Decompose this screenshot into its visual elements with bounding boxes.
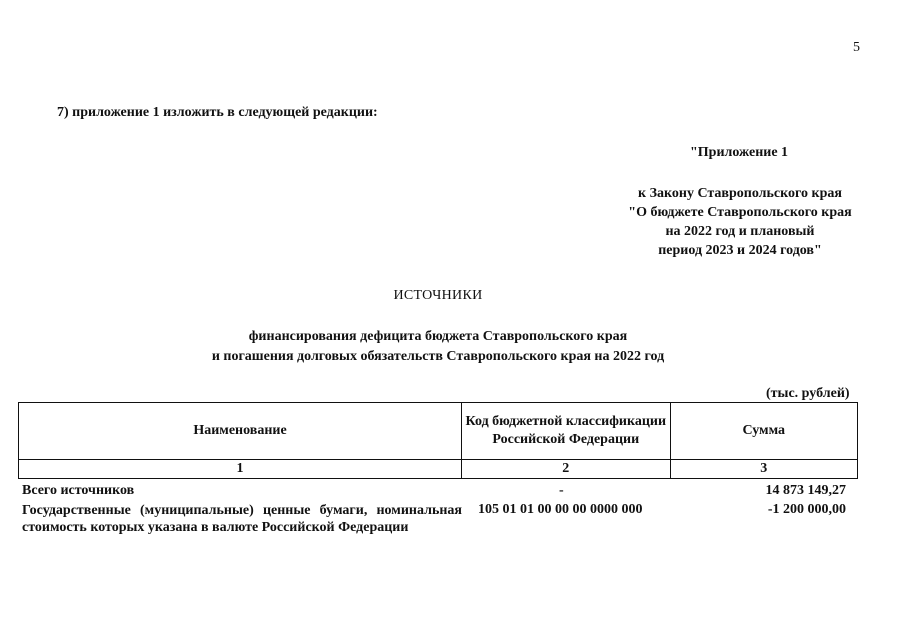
amendment-instruction: 7) приложение 1 изложить в следующей редакции: [57,105,378,120]
row-total-sum: 14 873 149,27 [765,483,846,498]
document-subtitle [0,327,876,367]
table-header [18,402,858,479]
page-number: 5 [853,40,860,55]
annex-law-reference [615,184,865,260]
table-header-row [19,403,858,460]
subtitle-line: и погашения долговых обязательств Ставропольского края на 2022 год [211,349,665,364]
column-number: 1 [19,460,462,479]
column-number-row [19,460,858,479]
row-total-code: - [559,483,564,498]
document-title: ИСТОЧНИКИ [393,288,483,303]
row-securities-code: 105 01 01 00 00 00 0000 000 [478,502,643,517]
units-label: (тыс. рублей) [766,386,850,401]
annex-ref-line: "О бюджете Ставропольского края [628,205,852,220]
annex-title: "Приложение 1 [690,145,789,160]
row-total-name: Всего источников [22,483,135,498]
column-number: 3 [670,460,857,479]
header-sum: Сумма [670,403,857,460]
column-number: 2 [462,460,670,479]
row-securities-sum: -1 200 000,00 [767,502,846,517]
header-name: Наименование [19,403,462,460]
annex-ref-line: период 2023 и 2024 годов" [658,243,822,258]
subtitle-line: финансирования дефицита бюджета Ставропольского края [248,329,628,344]
row-securities-name: Государственные (муниципальные) ценные бумаги, номинальная стоимость которых указана в валюте Российской Федерации [22,503,462,535]
annex-ref-line: на 2022 год и плановый [665,224,815,239]
annex-ref-line: к Закону Ставропольского края [638,186,842,201]
header-code: Код бюджетной классификации Российской Федерации [462,403,670,460]
